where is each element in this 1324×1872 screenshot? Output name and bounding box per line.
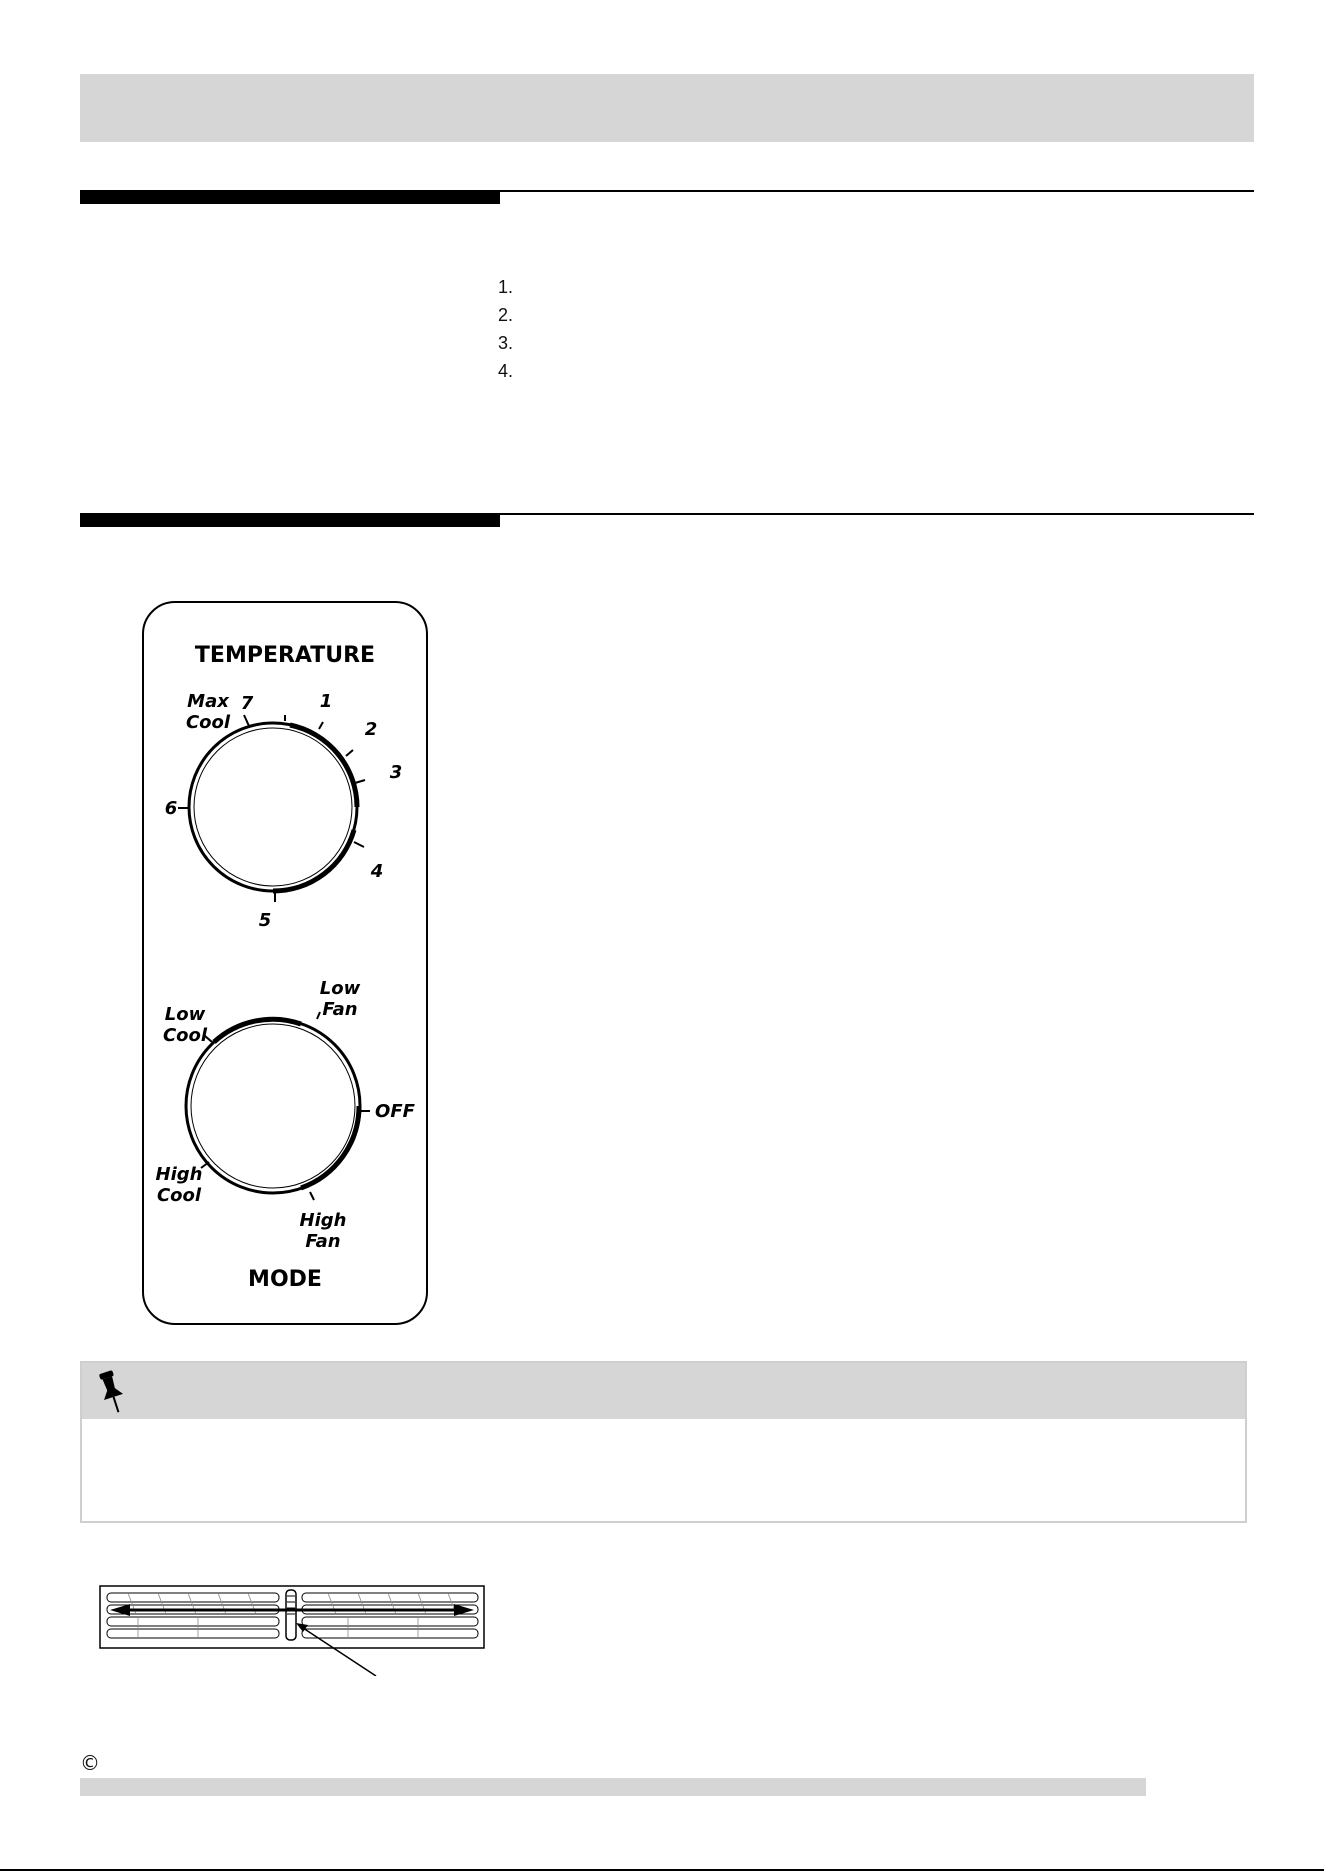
pushpin-icon — [92, 1367, 132, 1417]
temp-label-cool: Cool — [185, 712, 231, 733]
temp-setting-7: 7 — [240, 693, 254, 714]
step-number-3: 3. — [498, 333, 514, 353]
mode-label-off: OFF — [375, 1101, 415, 1122]
temp-label-max: Max — [187, 691, 229, 712]
section-rule-thick-1 — [80, 190, 500, 204]
step-number-2: 2. — [498, 305, 514, 325]
mode-label-low-cool-line2: Cool — [162, 1025, 208, 1046]
mode-label-low-fan-line1: Low — [319, 978, 361, 999]
temp-setting-3: 3 — [389, 762, 403, 783]
mode-label-high-fan-line2: Fan — [305, 1231, 341, 1252]
temp-setting-4: 4 — [370, 861, 384, 882]
mode-label-high-cool-line1: High — [155, 1164, 203, 1185]
temp-setting-2: 2 — [364, 719, 378, 740]
mode-label-high-fan-line1: High — [299, 1210, 347, 1231]
footer-band — [80, 1778, 1146, 1796]
section-rule-thin-1 — [500, 190, 1254, 192]
panel-outline — [143, 602, 427, 1324]
temp-setting-1: 1 — [319, 691, 333, 712]
step-number-4: 4. — [498, 361, 514, 381]
note-box — [80, 1361, 1247, 1523]
mode-label-high-cool-line2: Cool — [156, 1185, 202, 1206]
section-rule-thick-2 — [80, 513, 500, 527]
section-rule-thin-2 — [500, 513, 1254, 515]
note-header — [82, 1363, 1245, 1419]
temp-setting-5: 5 — [258, 910, 272, 931]
mode-title: MODE — [248, 1267, 322, 1292]
vent-louver-illustration — [98, 1584, 486, 1676]
bottom-edge-rule — [0, 1869, 1324, 1871]
copyright-symbol: © — [80, 1751, 100, 1775]
vent-adjust-lever — [286, 1590, 296, 1640]
control-panel-illustration — [141, 600, 429, 1326]
step-number-1: 1. — [498, 277, 514, 297]
mode-label-low-cool-line1: Low — [164, 1004, 206, 1025]
mode-label-low-fan-line2: Fan — [322, 999, 358, 1020]
temp-setting-6: 6 — [164, 798, 178, 819]
temperature-title: TEMPERATURE — [194, 643, 376, 668]
header-band — [80, 74, 1254, 142]
